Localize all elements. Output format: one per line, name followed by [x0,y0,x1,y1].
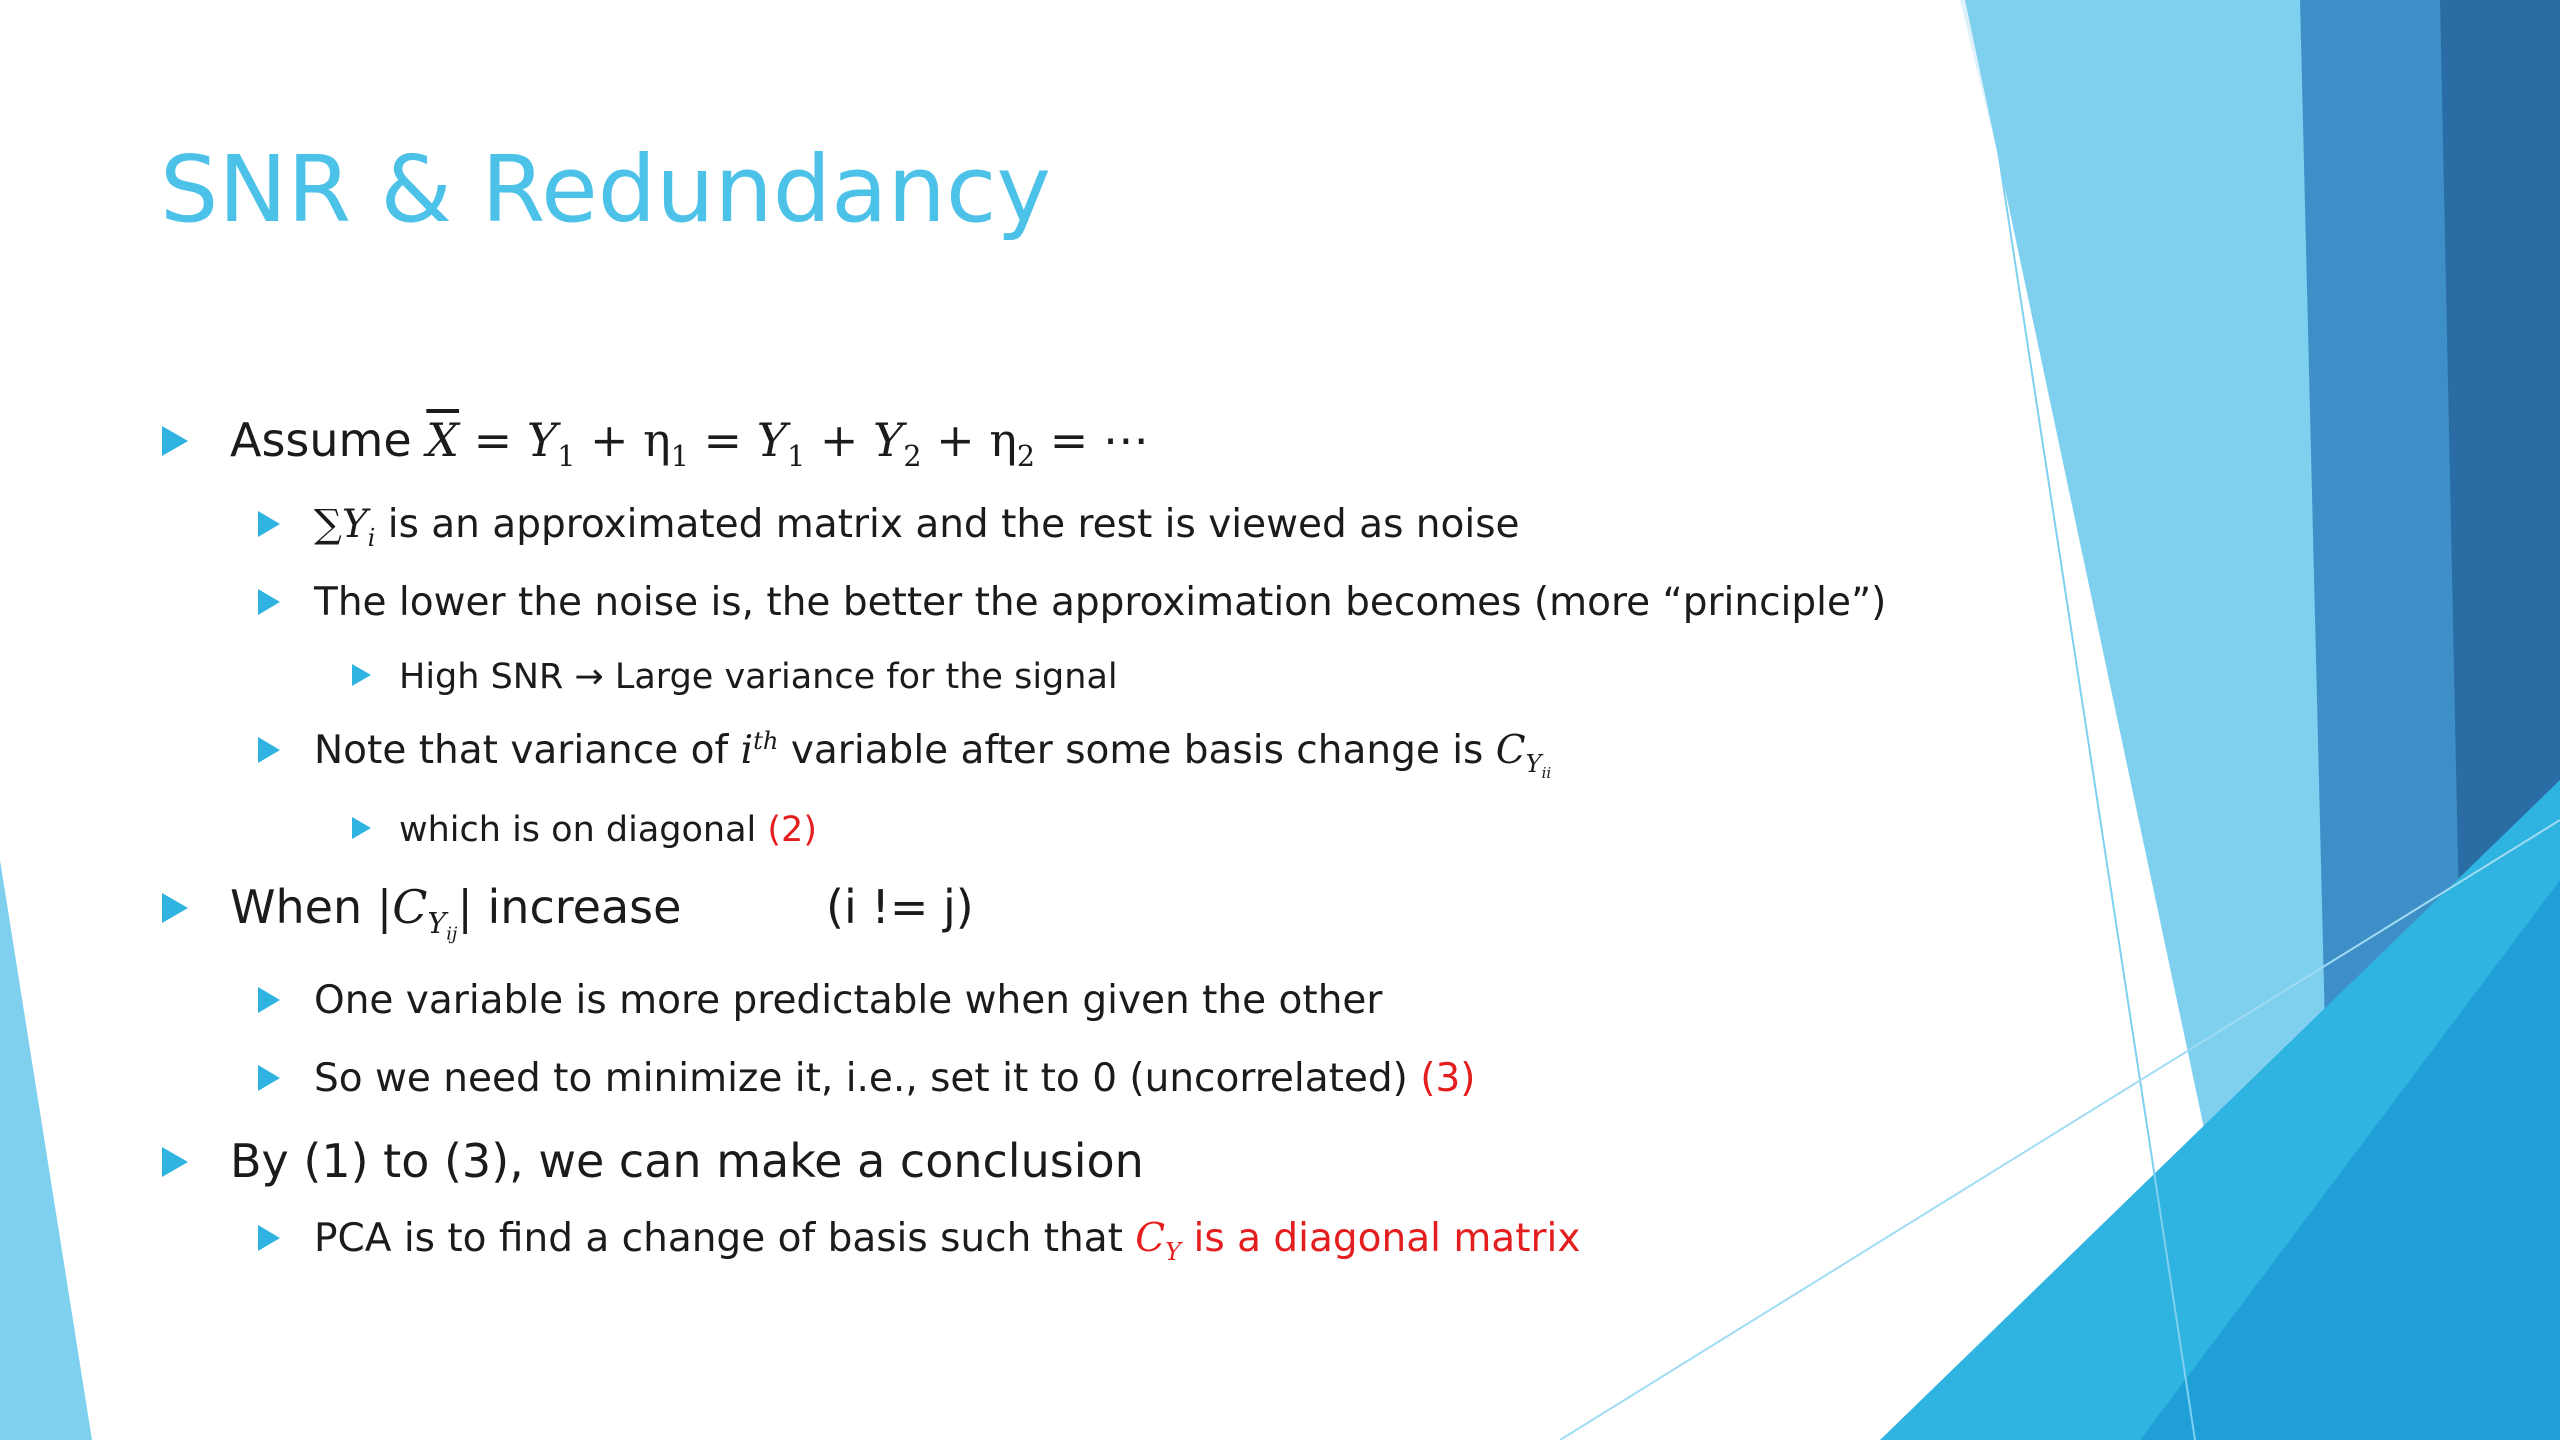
math-sub: 1 [787,440,806,474]
bullet-when-condition: (i != j) [826,880,974,934]
bullet-high-snr [352,657,1118,697]
math-eta: η [643,413,671,467]
bullet-on-diagonal [352,810,817,850]
bullet-predictable-text: One variable is more predictable when given the other [314,978,1383,1023]
triangle-bullet-icon [352,817,371,839]
slide-title: SNR & Redundancy [160,136,1051,243]
triangle-bullet-icon [258,589,280,615]
math-abs-bar: | [376,880,393,934]
bullet-on-diagonal-text: which is on diagonal [399,810,757,850]
triangle-bullet-icon [162,1147,188,1177]
math-equals: = [703,413,743,467]
bullet-sum-yi-text: is an approximated matrix and the rest is viewed as noise [387,502,1520,547]
bullet-when-text: increase [487,880,682,934]
math-plus: + [936,413,975,467]
bullet-conclusion [162,1134,1144,1188]
math-sub: 2 [1016,440,1036,474]
math-sum: ∑ [314,502,342,547]
reference-2: (2) [767,810,817,850]
math-i: i [740,728,754,773]
bullet-predictable [258,978,1382,1023]
bullet-lower-noise-text: The lower the noise is, the better the approximation becomes (more “principle”) [314,580,1887,625]
triangle-bullet-icon [162,893,188,923]
math-ellipsis: ⋯ [1102,413,1149,467]
triangle-bullet-icon [258,1065,280,1091]
bullet-variance-pre: Note that variance of [314,728,729,773]
bullet-variance-mid: variable after some basis change is [790,728,1484,773]
math-y: Y [526,413,558,467]
math-c: C [1495,728,1526,773]
triangle-bullet-icon [258,1225,280,1251]
triangle-bullet-icon [352,664,371,686]
bullet-assume [162,413,1149,474]
math-plus: + [590,413,629,467]
bullet-conclusion-text: By (1) to (3), we can make a conclusion [230,1134,1144,1188]
bullet-pca-post: is a diagonal matrix [1193,1216,1581,1261]
math-abs-bar: | [457,880,473,934]
math-c: C [392,880,428,934]
math-c: C [1135,1216,1166,1261]
math-equals: = [1049,413,1089,467]
bullet-sum-yi [258,502,1520,552]
bullet-when-increase [162,880,974,945]
bullet-pca-definition [258,1216,1581,1266]
triangle-bullet-icon [162,426,188,456]
math-sub: i [367,523,376,552]
math-plus: + [819,413,859,467]
bullet-when-lead: When [230,880,363,934]
math-y: Y [873,413,904,467]
math-sub-y: Y [427,907,447,941]
bullet-pca-pre: PCA is to find a change of basis such that [314,1216,1123,1261]
math-x-bar: $\overline{X}$ [426,413,460,467]
math-sub: 1 [670,440,689,474]
reference-3: (3) [1420,1056,1476,1101]
math-sub-ii: ii [1541,763,1552,782]
math-equals: = [473,413,513,467]
math-sub-y: Y [1525,749,1542,778]
math-sub-y: Y [1165,1237,1182,1266]
math-eta: η [989,413,1017,467]
bullet-assume-lead: Assume [230,413,412,467]
triangle-bullet-icon [258,987,280,1013]
bullet-minimize [258,1056,1476,1101]
triangle-bullet-icon [258,737,280,763]
bullet-lower-noise [258,580,1886,625]
bullet-high-snr-text: High SNR → Large variance for the signal [399,657,1118,697]
triangle-bullet-icon [258,511,280,537]
math-y: Y [341,502,368,547]
math-sup-th: th [753,727,779,755]
bullet-minimize-text: So we need to minimize it, i.e., set it to 0 (uncorrelated) [314,1056,1408,1101]
bullet-variance-note [258,727,1552,782]
math-sub: 2 [903,440,922,474]
deco-shape-left [0,860,92,1440]
math-y: Y [756,413,788,467]
math-sub: 1 [557,440,576,474]
math-sub-ij: ij [446,924,458,945]
